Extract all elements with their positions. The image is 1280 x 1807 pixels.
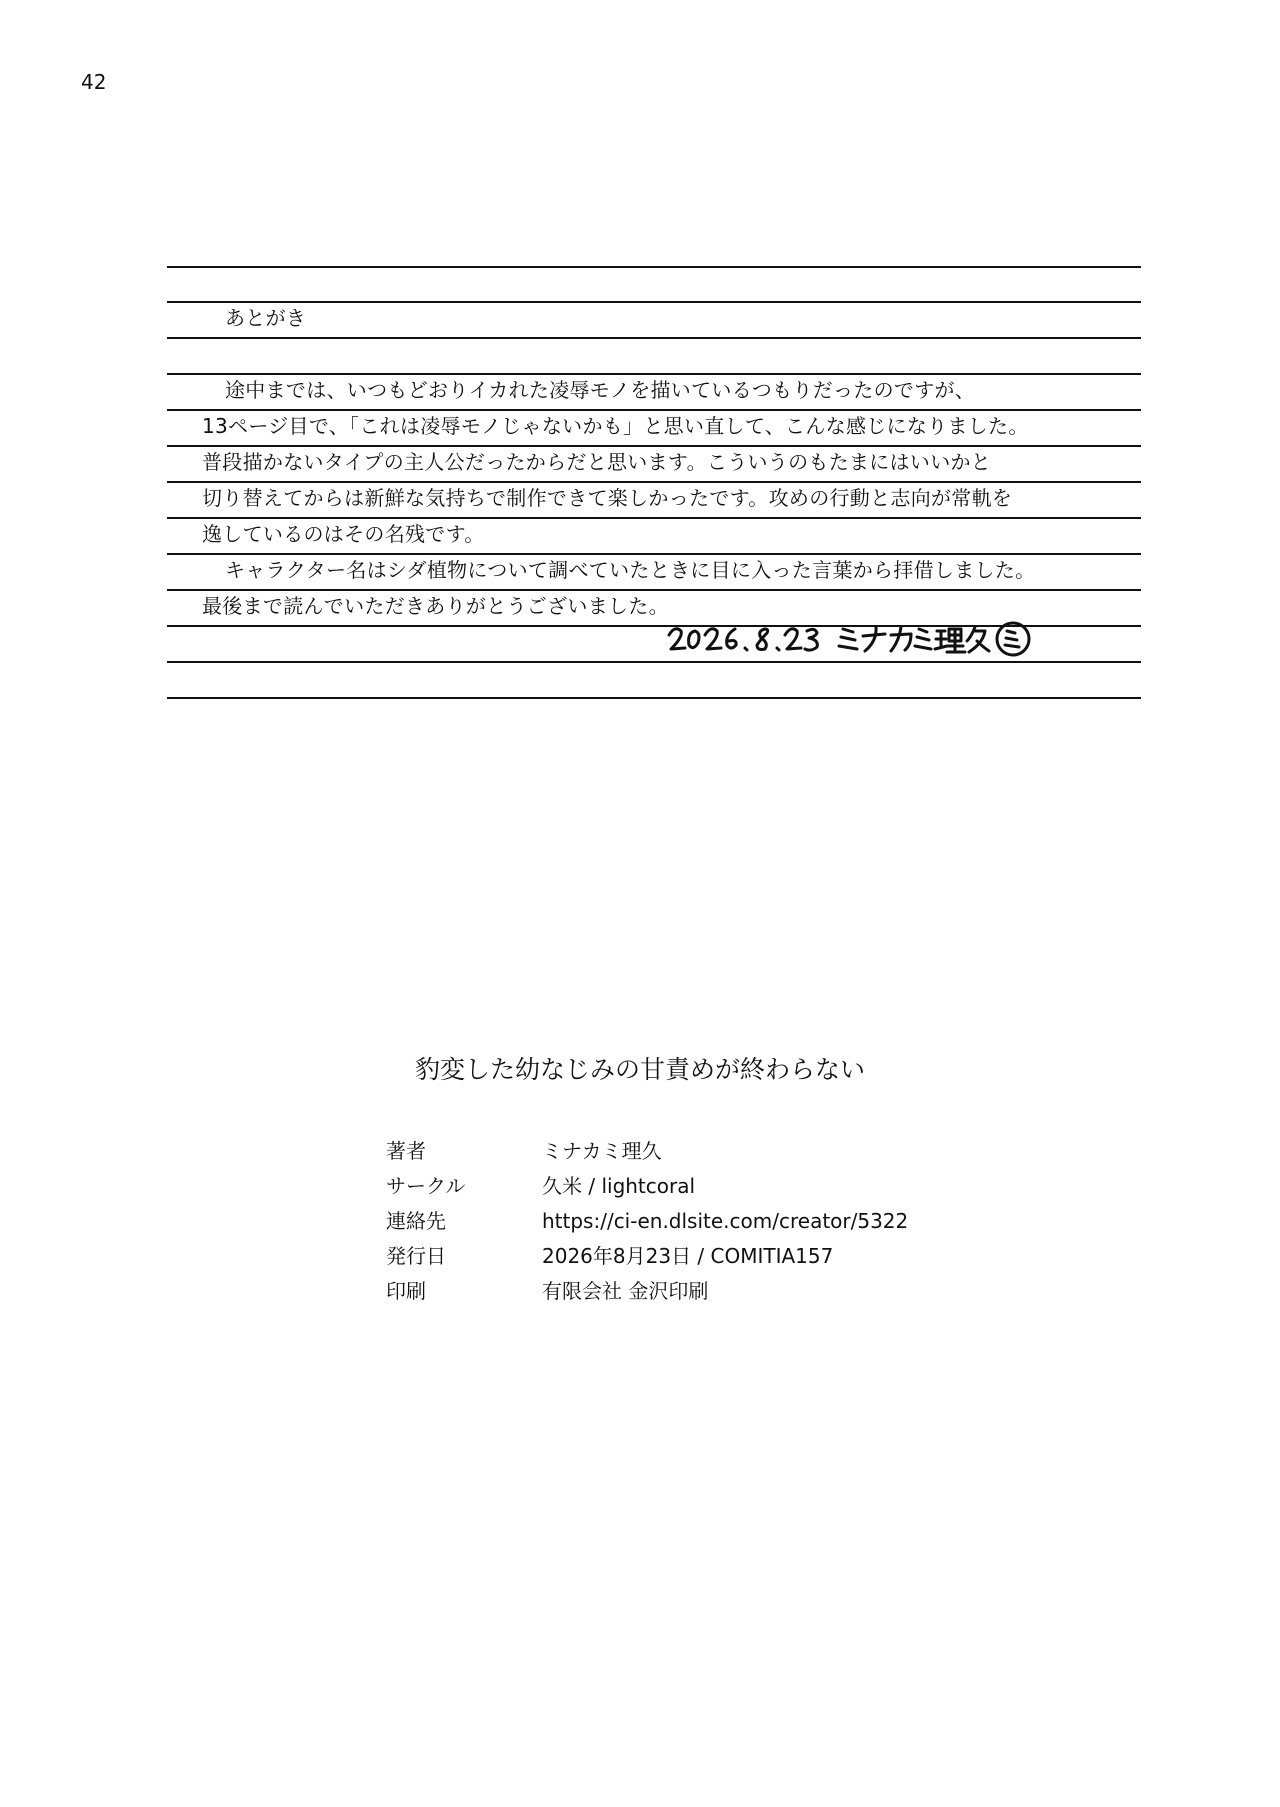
afterword-line: 普段描かないタイプの主人公だったからだと思います。こういうのもたまにはいいかと: [202, 450, 992, 474]
afterword-line: 最後まで読んでいただきありがとうございました。: [202, 594, 669, 618]
colophon-label: 発行日: [386, 1244, 446, 1268]
colophon-value: 久米 / lightcoral: [542, 1174, 696, 1198]
handwritten-signature: [665, 619, 1035, 659]
colophon-label: 印刷: [386, 1279, 426, 1303]
ruled-line: [167, 445, 1141, 447]
ruled-line: [167, 697, 1141, 699]
colophon-value: 有限会社 金沢印刷: [542, 1279, 709, 1303]
colophon-value: ミナカミ理久: [542, 1139, 662, 1163]
ruled-line: [167, 337, 1141, 339]
contact-link[interactable]: https://ci-en.dlsite.com/creator/5322: [542, 1209, 909, 1233]
ruled-line: [167, 553, 1141, 555]
afterword-line: 逸しているのはその名残です。: [202, 522, 485, 546]
colophon-label: 連絡先: [386, 1209, 446, 1233]
ruled-line: [167, 266, 1141, 268]
ruled-line: [167, 301, 1141, 303]
ruled-line: [167, 481, 1141, 483]
ruled-line: [167, 373, 1141, 375]
page-number: 42: [81, 70, 107, 94]
colophon-label: 著者: [386, 1139, 426, 1163]
ruled-line: [167, 589, 1141, 591]
book-title: 豹変した幼なじみの甘責めが終わらない: [414, 1055, 865, 1084]
afterword-line: キャラクター名はシダ植物について調べていたときに目に入った言葉から拝借しました。: [225, 558, 1036, 582]
afterword-line: 切り替えてからは新鮮な気持ちで制作できて楽しかったです。攻めの行動と志向が常軌を: [202, 486, 1013, 510]
ruled-line: [167, 517, 1141, 519]
ruled-line: [167, 409, 1141, 411]
afterword-heading: あとがき: [225, 306, 307, 330]
afterword-line: 13ページ目で、「これは凌辱モノじゃないかも」と思い直して、こんな感じになりました。: [202, 414, 1029, 438]
afterword-line: 途中までは、いつもどおりイカれた凌辱モノを描いているつもりだったのですが、: [225, 378, 976, 402]
ruled-line: [167, 661, 1141, 663]
colophon-value: 2026年8月23日 / COMITIA157: [542, 1244, 834, 1268]
colophon-label: サークル: [386, 1174, 466, 1198]
